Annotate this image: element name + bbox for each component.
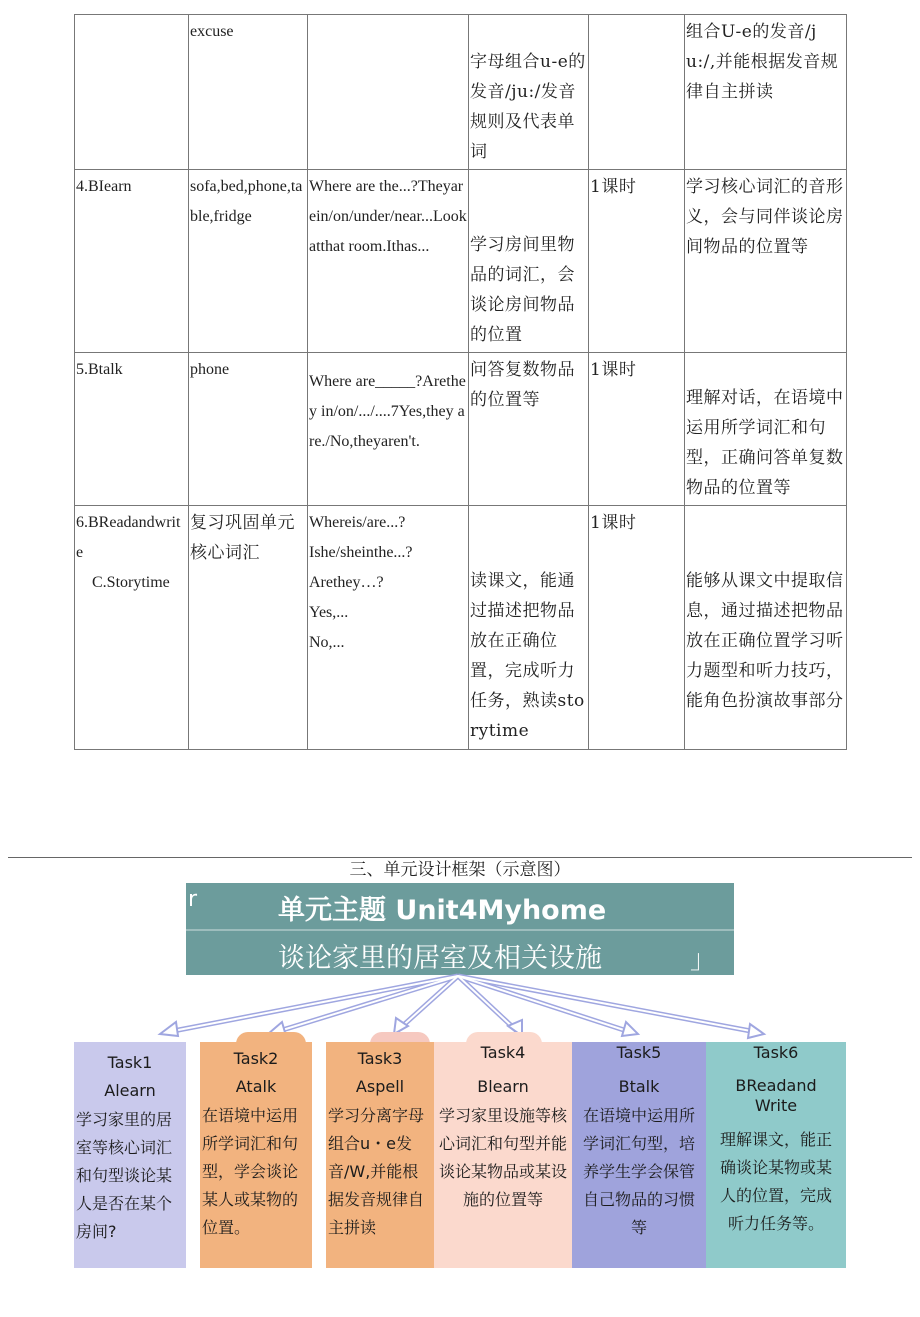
task-name: Task5 xyxy=(616,1043,662,1062)
content-text: 学习房间里物品的词汇，会谈论房间物品的位置 xyxy=(470,235,575,345)
task-card-3 xyxy=(326,1042,434,1268)
task-card-2 xyxy=(200,1042,312,1268)
arrowhead xyxy=(160,1022,178,1036)
goal-text: 理解对话，在语境中运用所学词汇和句型，正确问答单复数物品的位置等 xyxy=(686,388,844,498)
cell-words: excuse xyxy=(189,15,308,170)
cell-hours: 1课时 xyxy=(589,353,685,506)
task-description: 学习家里的居室等核心词汇和句型谈论某人是否在某个房间? xyxy=(76,1110,173,1241)
task-lesson: Aspell xyxy=(355,1077,405,1096)
sentence-line: Yes,... xyxy=(309,604,349,621)
banner-subtitle: 谈论家里的居室及相关设施 xyxy=(278,943,602,974)
task-description: 学习分离字母组合u・e发音/W,并能根据发音规律自主拼读 xyxy=(328,1106,425,1237)
task-name: Task2 xyxy=(233,1049,279,1068)
task-card-4 xyxy=(434,1042,572,1268)
cell-hours: 1课时 xyxy=(589,170,685,353)
sentence-text: Where are_____?Arethey in/on/.../....7Yes,they are./No,theyaren't. xyxy=(309,373,466,450)
sentence-line: Arethey…? xyxy=(309,574,384,591)
lesson-text-2: C.Storytime xyxy=(92,574,170,591)
section-title: 三、单元设计框架（示意图） xyxy=(349,860,571,880)
task-description: 在语境中运用所学词汇和句型，学会谈论某人或某物的位置。 xyxy=(202,1106,299,1237)
cell-hours: 1课时 xyxy=(589,506,685,750)
cell-words: phone xyxy=(189,353,308,506)
arrowhead xyxy=(622,1022,638,1036)
task-lesson: Blearn xyxy=(477,1077,529,1096)
task-name: Task3 xyxy=(357,1049,403,1068)
cell-goal: 组合U-e的发音/ju:/,并能根据发音规律自主拼读 xyxy=(685,15,847,170)
banner-mark-right: 」 xyxy=(689,945,716,975)
cell-words: 复习巩固单元核心词汇 xyxy=(189,506,308,750)
task-name: Task1 xyxy=(107,1053,153,1072)
cell-words: sofa,bed,phone,table,fridge xyxy=(189,170,308,353)
task-lesson: Alearn xyxy=(104,1081,156,1100)
sentence-line: No,... xyxy=(309,634,345,651)
cell-sentences: Where are the...?Theyarein/on/under/near...Lookatthat room.Ithas... xyxy=(308,170,469,353)
task-card-6 xyxy=(706,1042,846,1268)
cell-content: 问答复数物品的位置等 xyxy=(469,353,589,506)
task-name: Task6 xyxy=(753,1043,799,1062)
goal-text: 能够从课文中提取信息，通过描述把物品放在正确位置学习听力题型和听力技巧，能角色扮演故事部分 xyxy=(686,571,844,711)
sentence-line: Whereis/are...? xyxy=(309,514,406,531)
banner-mark-left: r xyxy=(188,887,198,912)
cell-lesson: 5.Btalk xyxy=(75,353,189,506)
task-card-5 xyxy=(572,1042,706,1268)
lesson-text: 6.BReadandwrite xyxy=(76,514,181,561)
task-lesson: Btalk xyxy=(618,1077,660,1096)
task-lesson: Atalk xyxy=(235,1077,277,1096)
task-description: 理解课文，能正确谈论某物或某人的位置，完成听力任务等。 xyxy=(720,1130,833,1233)
task-description: 在语境中运用所学词汇句型，培养学生学会保管自己物品的习惯等 xyxy=(582,1106,695,1237)
task-lesson: BReadand Write xyxy=(735,1076,817,1115)
task-description: 学习家里设施等核心词汇和句型并能谈论某物品或某设施的位置等 xyxy=(438,1106,567,1209)
cell-lesson: 4.BIearn xyxy=(75,170,189,353)
content-text: 读课文，能通过描述把物品放在正确位置，完成听力任务，熟读storytime xyxy=(470,571,585,741)
cell-goal: 学习核心词汇的音形义，会与同伴谈论房间物品的位置等 xyxy=(685,170,847,353)
banner-title: 单元主题 Unit4Myhome xyxy=(278,895,607,926)
content-text: 字母组合u-e的发音/ju:/发音规则及代表单词 xyxy=(470,52,586,162)
task-name: Task4 xyxy=(480,1043,526,1062)
sentence-line: Ishe/sheinthe...? xyxy=(309,544,413,561)
arrowhead xyxy=(748,1024,764,1038)
task-card-1 xyxy=(74,1042,186,1268)
